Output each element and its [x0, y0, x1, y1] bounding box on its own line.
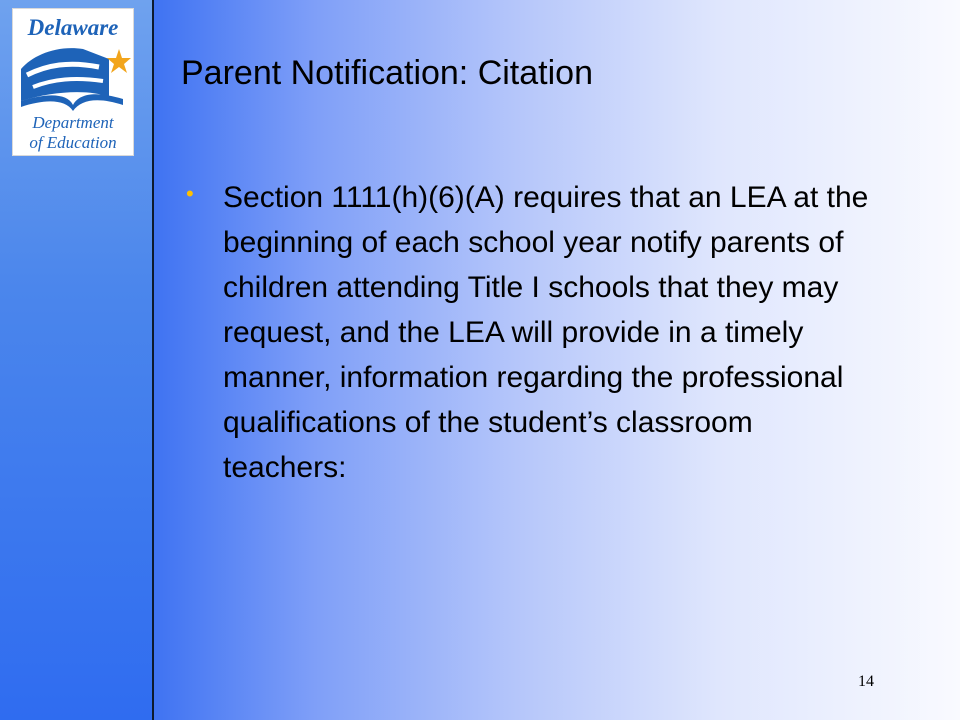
slide-number: 14	[858, 673, 874, 690]
bullet-item	[186, 175, 876, 490]
open-book-icon	[21, 48, 123, 111]
slide-title: Parent Notification: Citation	[181, 54, 593, 92]
star-icon	[107, 49, 131, 73]
bullet-list	[186, 175, 876, 490]
logo-text-of-education: of Education	[29, 133, 117, 152]
logo-text-delaware: Delaware	[27, 15, 119, 40]
bullet-text: Section 1111(h)(6)(A) requires that an LEA at the beginning of each school year notify parents of children attending Title I schools that they may request, and the LEA will provide in a timely manner, information regarding the professional qualifications of the student’s classroom teachers:	[223, 181, 869, 484]
logo-text-department: Department	[32, 113, 114, 132]
bullet-marker: •	[186, 181, 194, 206]
delaware-doe-logo	[12, 8, 134, 156]
